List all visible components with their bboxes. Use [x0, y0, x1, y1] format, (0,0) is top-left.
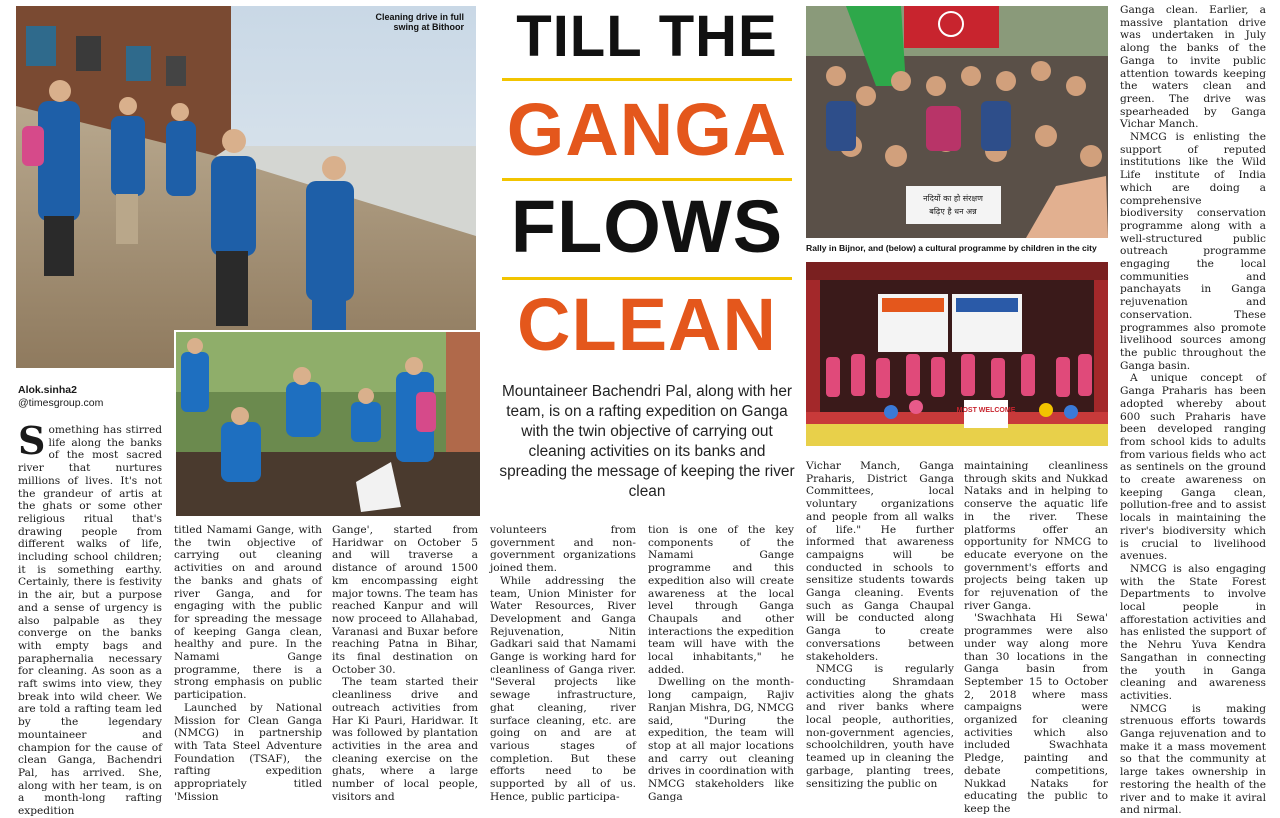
byline-name: Alok.sinha2: [18, 384, 77, 396]
placard-text: नदियों का हो संरक्षण: [923, 194, 983, 203]
article-paragraph: volunteers from government and non-government organizations joined them.: [490, 524, 636, 575]
headline-line-4: CLEAN: [517, 283, 777, 366]
article-column-5: [648, 524, 794, 803]
article-paragraph: Ganga clean. Earlier, a massive plantation drive was undertaken in July along the banks of the Ganga to invite public attention towards keeping the waters clean and green. The drive was spearheaded by Ganga Vichar Manch.: [1120, 4, 1266, 131]
byline-email: @timesgroup.com: [18, 397, 104, 409]
article-paragraph: titled Namami Gange, with the twin objective of carrying out cleaning activities on and around the banks and ghats of river Ganga, and for engaging with the public for spreading the message of keeping Ganga clean, healthy and pure. In the Namami Gange programme, there is a strong emphasis on public participation.: [174, 524, 322, 702]
placard-text: बढ़िए है धन अन्न: [929, 207, 977, 216]
article-paragraph: Launched by National Mission for Clean Ganga (NMCG) in partnership with Tata Steel Adventure Foundation (TSAF), the rafting expedition appropriately titled 'Mission: [174, 701, 322, 803]
headline-rule: [502, 178, 792, 181]
article-column-6: [806, 460, 954, 790]
article-column-7: [964, 460, 1108, 815]
article-column-8: [1120, 4, 1266, 817]
headline-rule: [502, 78, 792, 81]
article-paragraph: A unique concept of Ganga Praharis has been adopted whereby about 600 such Praharis have been developed ranging from school kids to adults from various fields who act as sentinels on the ground to create awareness on keeping Ganga clean, pollution-free and to assist locals in maintaining the river's biodiversity which is crucial to livelihood avenues.: [1120, 372, 1266, 563]
article-column-1: [18, 418, 162, 818]
article-column-3: [332, 524, 478, 803]
article-paragraph: While addressing the team, Union Minister for Water Resources, River Development and Ganga Rejuvenation, Nitin Gadkari said that Namami Gange is working hard for cleanliness of Ganga river. "Several projects like sewage infrastructure, ghat cleaning, river surface cleaning, etc. are going on and are at various stages of completion. But these efforts need to be supported by all of us. Hence, public participa-: [490, 574, 636, 803]
standfirst: Mountaineer Bachendri Pal, along with her team, is on a rafting expedition on Ganga with the twin objective of carrying out cleaning activities on its banks and spreading the message of keeping the river clean: [499, 383, 795, 500]
photo-rally-bijnor: [806, 6, 1108, 238]
article-paragraph: Dwelling on the month-long campaign, Rajiv Ranjan Mishra, DG, NMCG said, "During the expedition, the team will stop at all major locations and carry out cleaning drives in coordination with NMCG stakeholders like Ganga: [648, 676, 794, 803]
article-paragraph: Vichar Manch, Ganga Praharis, District Ganga Committees, local voluntary organizations and people from all walks of life." He further informed that awareness campaigns will be conducted in schools to sensitize students towards Ganga cleaning. Events such as Ganga Chaupal will be conducted along Ganga to create conversations between stakeholders.: [806, 460, 954, 663]
article-paragraph: Gange', started from Haridwar on October 5 and will traverse a distance of around 1500 km encompassing eight major towns. The team has reached Kanpur and will now proceed to Allahabad, Varanasi and Buxar before reaching Patna in Bihar, its final destination on October 30.: [332, 524, 478, 676]
headline-rule: [502, 277, 792, 280]
photo-cultural-programme: [806, 262, 1108, 446]
drop-cap: S: [18, 418, 46, 463]
article-paragraph: maintaining cleanliness through skits and Nukkad Nataks and in helping to conserve the aquatic life in the river. These platforms offer an opportunity for NMCG to educate everyone on the government's efforts and projects being taken up for rejuvenation of the river Ganga.: [964, 460, 1108, 612]
article-paragraph: NMCG is making strenuous efforts towards Ganga rejuvenation and to make it a mass movement so that the community at large takes ownership in restoring the health of the river and to make it aviral and nirmal.: [1120, 702, 1266, 817]
photo-caption-line: swing at Bithoor: [393, 22, 464, 32]
article-paragraph: 'Swachhata Hi Sewa' programmes were also under way along more than 30 locations in the Ganga basin from September 15 to October 2, 2018 where mass campaigns were organized for cleaning activities which also included Swachhata Pledge, painting and debate competitions, Nukkad Nataks for educating the public to keep the: [964, 612, 1108, 815]
article-paragraph: The team started their cleanliness drive and outreach activities from Har Ki Pauri, Haridwar. It was followed by plantation activities in the area and cleaning exercise on the ghats, where a large number of local people, visitors and: [332, 676, 478, 803]
article-paragraph: omething has stirred life along the banks of the most sacred river that nurtures millions of lives. It's not the grandeur of artis at the ghats or some other religious ritual that's drawing people from different walks of life, including school children; it is something earthy. Certainly, there is festivity in the air, but a purpose and a sense of urgency is also palpable as they converge on the banks with empty bags and paraphernalia necessary for cleaning. As soon as a raft swims into view, they break into wild cheer. We are told a rafting team led by the legendary mountaineer and champion for the cause of clean Ganga, Bachendri Pal, has arrived. She, along with her team, is on a month-long rafting expedition: [18, 424, 162, 818]
headline-line-3: FLOWS: [510, 185, 784, 268]
photo-caption: Rally in Bijnor, and (below) a cultural programme by children in the city: [806, 243, 1097, 253]
article-paragraph: NMCG is also engaging with the State Forest Departments to involve local people in afforestation activities and has enlisted the support of the Nehru Yuva Kendra Sangathan in connecting the youth in Ganga cleaning and awareness activities.: [1120, 562, 1266, 702]
photo-cleaning-volunteers: [174, 330, 478, 514]
article-paragraph: NMCG is regularly conducting Shramdaan activities along the ghats and river banks where local people, authorities, non-government agencies, schoolchildren, youth have teamed up in cleaning the garbage, planting trees, sensitizing the public on: [806, 663, 954, 790]
article-column-4: [490, 524, 636, 803]
welcome-banner-text: MOST WELCOME: [956, 407, 1016, 414]
headline-line-2: GANGA: [506, 88, 788, 171]
article-column-2: [174, 524, 322, 803]
article-paragraph: tion is one of the key components of the Namami Gange programme and this expedition also will create awareness at the local level through Ganga Chaupals and other interactions the expedition team will have with the local inhabitants," he added.: [648, 524, 794, 676]
headline-line-1: TILL THE: [516, 4, 778, 69]
article-paragraph: NMCG is enlisting the support of reputed institutions like the Wild Life institute of India which are doing a comprehensive biodiversity conservation programme along with a well-structured public outreach programme engaging the local communities and panchayats in Ganga rejuvenation and conservation. These programmes also promote livelihood sources among the public throughout the Ganga basin.: [1120, 131, 1266, 372]
photo-caption-line: Cleaning drive in full: [375, 12, 464, 22]
photo-bithoor-cleaning: [16, 6, 476, 368]
